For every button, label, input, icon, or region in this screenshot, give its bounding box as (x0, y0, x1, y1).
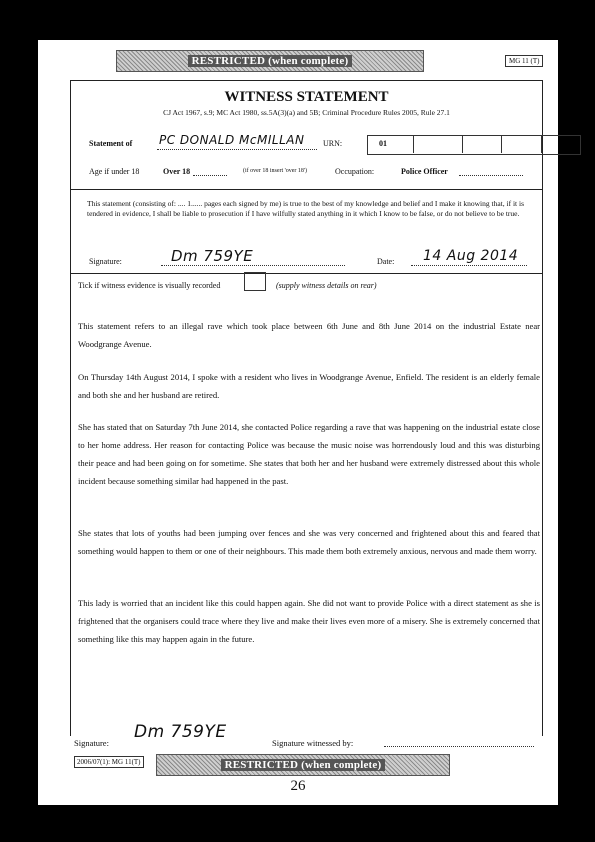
restricted-banner-text: RESTRICTED (when complete) (188, 55, 353, 67)
signature-label: Signature: (89, 257, 122, 266)
occupation-label: Occupation: (335, 167, 375, 176)
footer-signature-value: Dm 759YE (134, 722, 227, 742)
paragraph-4: She states that lots of youths had been jumping over fences and she was very concerned and frightened about this and feared that something would happen to them or one of their neighbours. This made them both extremely anxious, nervous and made them worry. (78, 528, 540, 556)
visual-record-checkbox[interactable] (244, 272, 266, 291)
footer-signature-label: Signature: (74, 738, 109, 748)
restricted-banner-text: RESTRICTED (when complete) (221, 759, 386, 771)
form-subtitle: CJ Act 1967, s.9; MC Act 1980, ss.5A(3)(a) and 5B; Criminal Procedure Rules 2005, Rule 27.1 (163, 108, 450, 117)
signature-line (161, 265, 345, 266)
paragraph-3: She has stated that on Saturday 7th June 2014, she contacted Police regarding a rave that was happening on the industrial estate close to her home address. Her reason for contacting Police was because the music noise was horrendously loud and this was disturbing their peace and had been going on for sometime. She states that both her and her husband were extremely distressed about this whole incident because something similar had happened in the past. (78, 422, 540, 486)
urn-value: 01 (379, 139, 387, 148)
age-line (193, 175, 227, 176)
declaration-text: This statement (consisting of: .... 1...... pages each signed by me) is true to the best of my knowledge and belief and I make it knowing that, if it is tendered in evidence, I shall be liable to prosecution if I have wilfully stated anything in it which I know to be false, or do not believe to be true. (87, 199, 524, 218)
occupation-line (459, 175, 523, 176)
form-header (71, 81, 542, 190)
age-label: Age if under 18 (89, 167, 140, 176)
tick-label: Tick if witness evidence is visually recorded (78, 281, 221, 290)
form-title: WITNESS STATEMENT (224, 89, 389, 105)
urn-box-1 (367, 135, 414, 153)
paragraph-5: This lady is worried that an incident like this could happen again. She did not want to provide Police with a direct statement as she is frightened that the organisers could trace where they live and make their lives even more of a misery. She is extremely concerned that something like this may happen again in the future. (78, 598, 540, 644)
form-ref-bottom: 2006/07(1): MG 11(T) (74, 756, 144, 768)
page-number: 26 (290, 778, 306, 794)
statement-of-line (157, 149, 317, 150)
urn-label: URN: (323, 139, 343, 148)
urn-box-2 (462, 135, 502, 153)
date-label: Date: (377, 257, 395, 266)
age-value: Over 18 (163, 167, 191, 176)
tick-note: (supply witness details on rear) (276, 281, 377, 290)
paragraph-1: This statement refers to an illegal rave which took place between 6th June and 8th June 2014 on the industrial Estate near Woodgrange Avenue. (78, 321, 540, 349)
paragraph-2: On Thursday 14th August 2014, I spoke with a resident who lives in Woodgrange Avenue, Enfield. The resident is an elderly female and both she and her husband are retired. (78, 372, 540, 400)
urn-box-divider (541, 135, 542, 153)
date-value: 14 Aug 2014 (423, 248, 519, 264)
form-ref-top: MG 11 (T) (505, 55, 543, 67)
signature-value: Dm 759YE (171, 247, 254, 265)
occupation-value: Police Officer (401, 167, 448, 176)
statement-of-value: PC DONALD McMILLAN (159, 133, 305, 147)
witnessed-line (384, 746, 534, 747)
witnessed-label: Signature witnessed by: (272, 738, 354, 748)
statement-of-label: Statement of (89, 139, 133, 148)
restricted-banner-bottom (156, 754, 450, 776)
restricted-banner-top (116, 50, 424, 72)
declaration-section (71, 189, 542, 274)
date-line (411, 265, 527, 266)
age-note: (if over 18 insert 'over 18') (243, 168, 307, 174)
document-page (38, 40, 558, 805)
